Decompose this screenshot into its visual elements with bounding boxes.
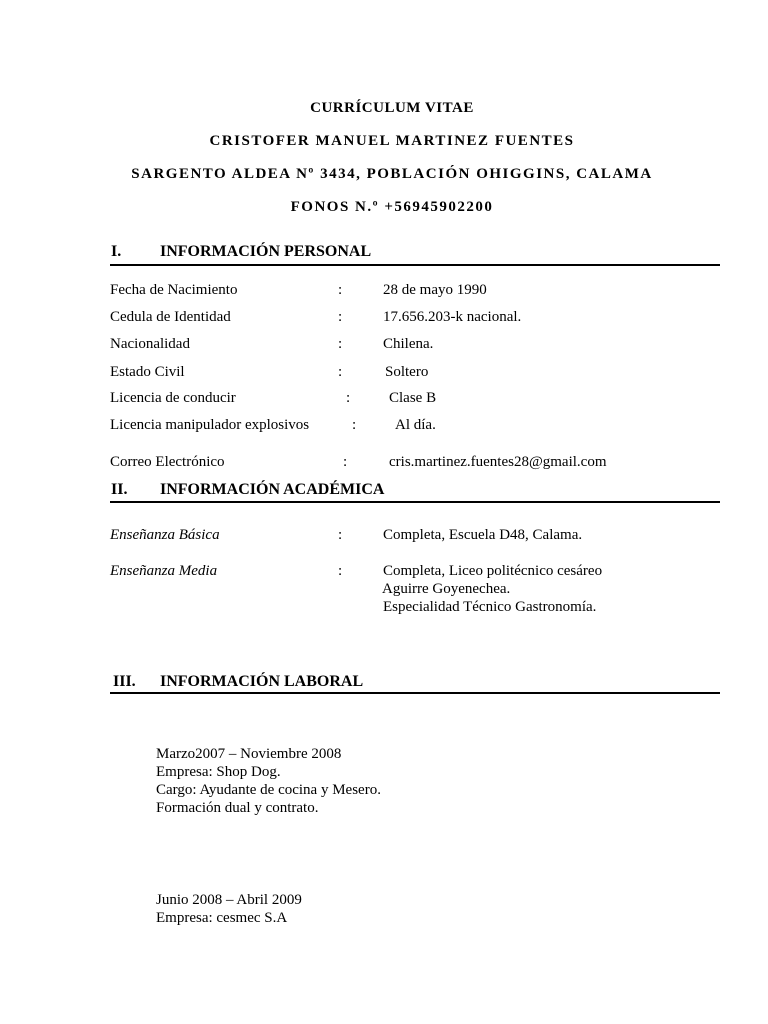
row-separator: : — [338, 364, 343, 380]
job-dates: Junio 2008 – Abril 2009 — [156, 892, 302, 908]
row-label: Correo Electrónico — [110, 454, 225, 470]
row-separator: : — [338, 336, 343, 352]
section-divider — [110, 692, 720, 694]
cv-title: CURRÍCULUM VITAE — [310, 100, 474, 116]
row-value: Completa, Liceo politécnico cesáreo — [383, 563, 603, 579]
email-value: cris.martinez.fuentes28@gmail.com — [389, 454, 607, 470]
row-separator: : — [338, 563, 343, 579]
job-note: Formación dual y contrato. — [156, 800, 319, 816]
row-label: Estado Civil — [110, 364, 185, 380]
row-separator: : — [352, 417, 357, 433]
row-value: Chilena. — [383, 336, 434, 352]
job-entry — [156, 745, 381, 817]
row-value: Aguirre Goyenechea. — [382, 581, 511, 597]
row-value: Especialidad Técnico Gastronomía. — [383, 599, 597, 615]
row-label: Enseñanza Básica — [110, 527, 220, 543]
row-value: Al día. — [395, 417, 436, 433]
section-title: INFORMACIÓN LABORAL — [160, 673, 364, 690]
row-value: Completa, Escuela D48, Calama. — [383, 527, 583, 543]
row-value: 17.656.203-k nacional. — [383, 309, 522, 325]
job-role: Cargo: Ayudante de cocina y Mesero. — [156, 782, 381, 798]
phone: FONOS N.º +56945902200 — [290, 199, 494, 215]
row-separator: : — [338, 309, 343, 325]
row-separator: : — [343, 454, 348, 470]
row-separator: : — [338, 527, 343, 543]
section-number: I. — [111, 243, 122, 260]
row-label: Fecha de Nacimiento — [110, 282, 238, 298]
row-label: Licencia de conducir — [110, 390, 236, 406]
section-title: INFORMACIÓN PERSONAL — [160, 243, 372, 260]
section-divider — [110, 264, 720, 266]
row-separator: : — [346, 390, 351, 406]
job-entry — [156, 891, 302, 927]
row-label: Enseñanza Media — [110, 563, 218, 579]
row-value: Clase B — [389, 390, 437, 406]
row-value: Soltero — [385, 364, 429, 380]
section-number: II. — [111, 481, 128, 498]
address: SARGENTO ALDEA Nº 3434, POBLACIÓN OHIGGINS, CALAMA — [131, 166, 653, 182]
section-number: III. — [113, 673, 136, 690]
job-company: Empresa: cesmec S.A — [156, 910, 288, 926]
section-title: INFORMACIÓN ACADÉMICA — [160, 481, 385, 498]
section-divider — [110, 501, 720, 503]
row-value: 28 de mayo 1990 — [383, 282, 487, 298]
job-dates: Marzo2007 – Noviembre 2008 — [156, 746, 342, 762]
row-label: Nacionalidad — [110, 336, 190, 352]
row-label: Licencia manipulador explosivos — [110, 417, 310, 433]
job-company: Empresa: Shop Dog. — [156, 764, 281, 780]
row-label: Cedula de Identidad — [110, 309, 231, 325]
full-name: CRISTOFER MANUEL MARTINEZ FUENTES — [209, 133, 575, 149]
row-separator: : — [338, 282, 343, 298]
